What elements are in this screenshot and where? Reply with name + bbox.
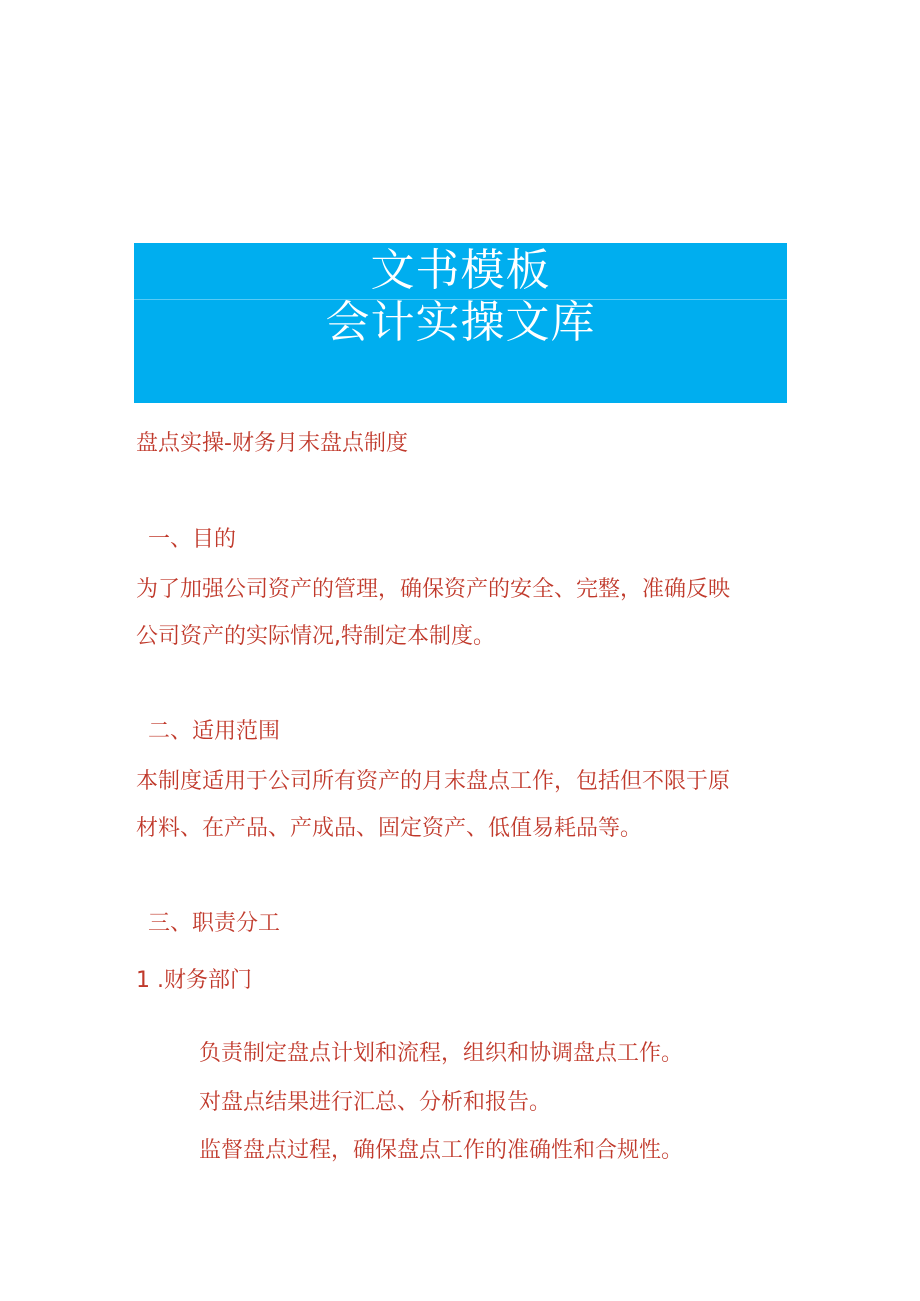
list-item: 负责制定盘点计划和流程，组织和协调盘点工作。 — [199, 1041, 684, 1066]
section-heading-purpose: 一、目的 — [148, 527, 237, 552]
paragraph-line: 材料、在产品、产成品、固定资产、低值易耗品等。 — [136, 816, 643, 841]
paragraph-line: 为了加强公司资产的管理，确保资产的安全、完整，准确反映 — [136, 577, 731, 602]
banner-title-line2: 会计实操文库 — [325, 297, 596, 348]
paragraph-line: 本制度适用于公司所有资产的月末盘点工作，包括但不限于原 — [136, 769, 731, 794]
paragraph-line: 公司资产的实际情况,特制定本制度。 — [136, 624, 495, 649]
document-title: 盘点实操-财务月末盘点制度 — [136, 431, 408, 456]
template-banner — [134, 243, 787, 403]
banner-title-line1: 文书模板 — [370, 245, 551, 296]
section-heading-scope: 二、适用范围 — [148, 719, 281, 744]
list-item: 监督盘点过程，确保盘点工作的准确性和合规性。 — [199, 1138, 684, 1163]
section-heading-responsibilities: 三、职责分工 — [148, 911, 281, 936]
subsection-heading-finance: 1 .财务部门 — [136, 968, 252, 993]
list-item: 对盘点结果进行汇总、分析和报告。 — [199, 1090, 552, 1115]
